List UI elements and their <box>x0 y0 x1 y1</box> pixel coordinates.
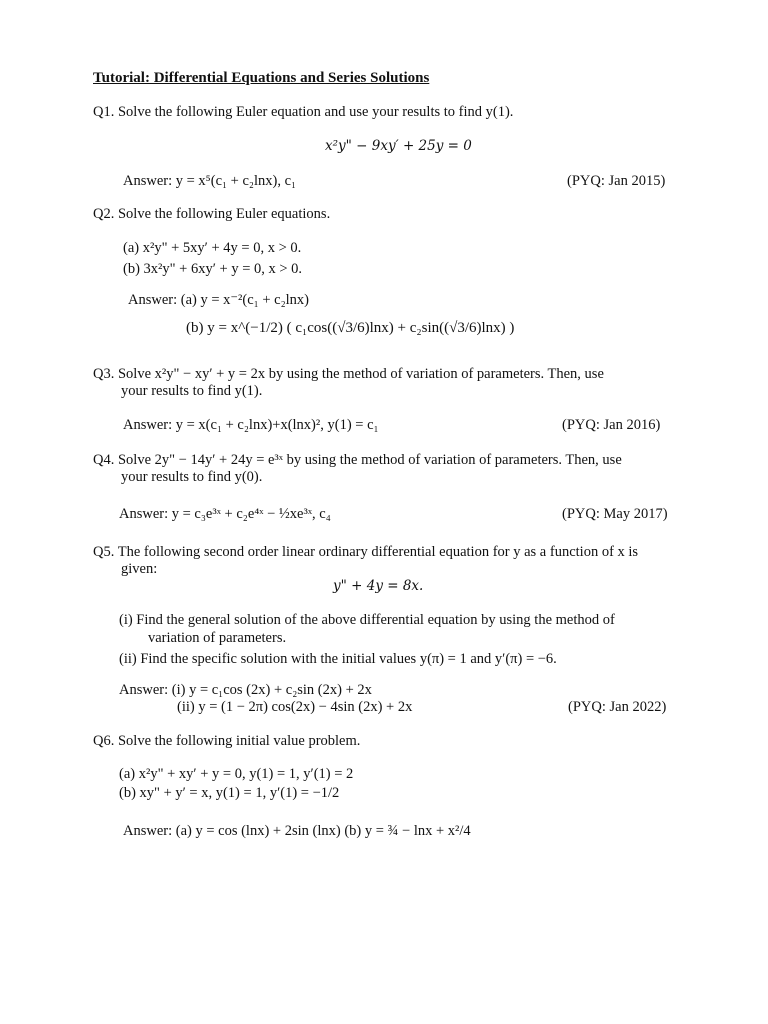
q4-source: (PYQ: May 2017) <box>562 506 668 522</box>
q3-answer: Answer: y = x(c₁ + c₂lnx)+x(lnx)², y(1) = c₁ <box>123 417 379 433</box>
q5-part-ii: (ii) Find the specific solution with the initial values y(π) = 1 and y′(π) = −6. <box>119 651 557 667</box>
q1-source: (PYQ: Jan 2015) <box>567 173 666 189</box>
q5-question-line2: given: <box>121 561 158 577</box>
q4-question-line1: Q4. Solve 2y" − 14y′ + 24y = e³ˣ by using the method of variation of parameters. Then, use <box>93 452 622 468</box>
q1-question: Q1. Solve the following Euler equation and use your results to find y(1). <box>93 104 514 120</box>
q4-question-line2: your results to find y(0). <box>121 469 263 485</box>
q2-part-b: (b) 3x²y" + 6xy′ + y = 0, x > 0. <box>123 261 303 277</box>
q2-answer-a: Answer: (a) y = x⁻²(c₁ + c₂lnx) <box>128 292 309 308</box>
q5-part-i-line2: variation of parameters. <box>148 630 287 646</box>
q5-equation: y" + 4y = 8x. <box>333 578 424 594</box>
q6-part-a: (a) x²y" + xy′ + y = 0, y(1) = 1, y′(1) = 2 <box>119 766 354 782</box>
q3-source: (PYQ: Jan 2016) <box>562 417 661 433</box>
q2-answer-b: (b) y = x^(−1/2) ( c₁cos((√3/6)lnx) + c₂sin((√3/6)lnx) ) <box>186 320 515 336</box>
q4-answer: Answer: y = c₃e³ˣ + c₂e⁴ˣ − ½xe³ˣ, c₄ <box>119 506 331 522</box>
q6-answer: Answer: (a) y = cos (lnx) + 2sin (lnx) (b) y = ¾ − lnx + x²/4 <box>123 823 471 839</box>
q2-part-a: (a) x²y" + 5xy′ + 4y = 0, x > 0. <box>123 240 302 256</box>
q5-source: (PYQ: Jan 2022) <box>568 699 667 715</box>
q2-question: Q2. Solve the following Euler equations. <box>93 206 331 222</box>
q1-equation: x²y" − 9xy′ + 25y = 0 <box>325 138 472 154</box>
q3-question-line1: Q3. Solve x²y" − xy′ + y = 2x by using the method of variation of parameters. Then, use <box>93 366 604 382</box>
q5-answer-ii: (ii) y = (1 − 2π) cos(2x) − 4sin (2x) + 2x <box>177 699 413 715</box>
q1-answer: Answer: y = x⁵(c₁ + c₂lnx), c₁ <box>123 173 297 189</box>
q5-question-line1: Q5. The following second order linear ordinary differential equation for y as a function of x is <box>93 544 639 560</box>
q5-answer-i: Answer: (i) y = c₁cos (2x) + c₂sin (2x) + 2x <box>119 682 372 698</box>
q6-question: Q6. Solve the following initial value problem. <box>93 733 361 749</box>
page-title: Tutorial: Differential Equations and Series Solutions <box>93 70 430 86</box>
q6-part-b: (b) xy" + y′ = x, y(1) = 1, y′(1) = −1/2 <box>119 785 340 801</box>
q5-part-i-line1: (i) Find the general solution of the above differential equation by using the method of <box>119 612 615 628</box>
q3-question-line2: your results to find y(1). <box>121 383 263 399</box>
